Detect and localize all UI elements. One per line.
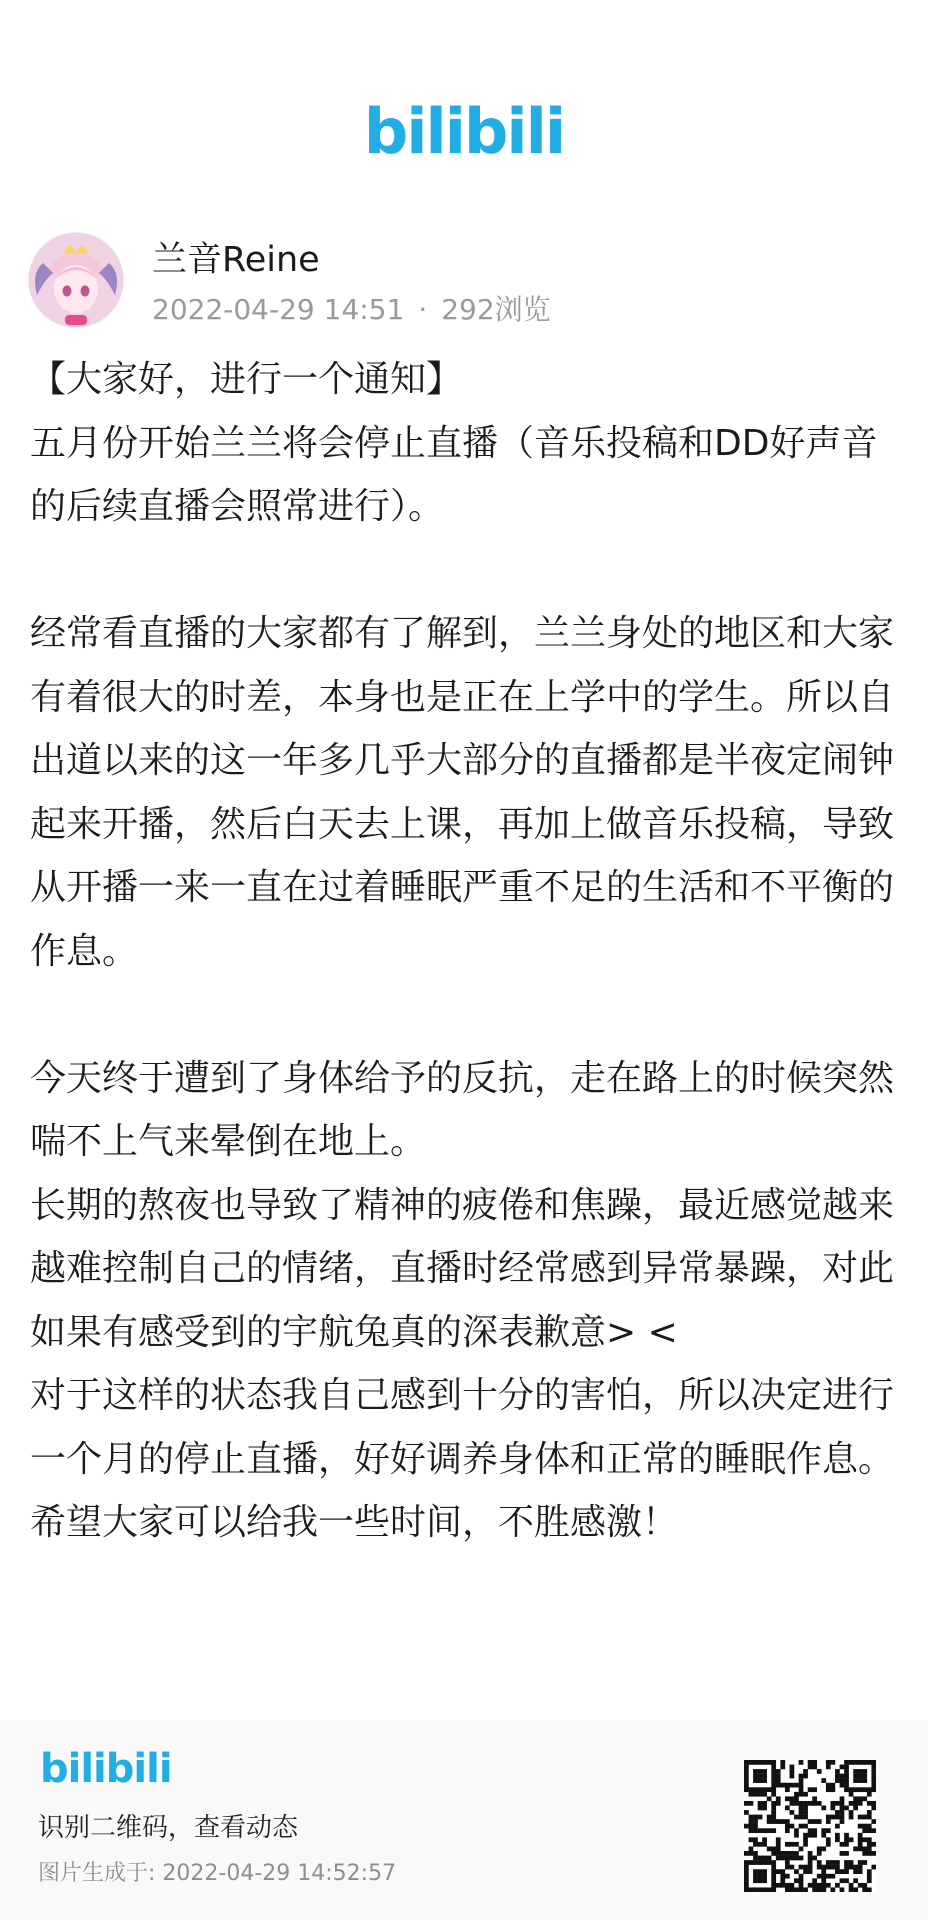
post-paragraph: 今天终于遭到了身体给予的反抗，走在路上的时候突然喘不上气来晕倒在地上。 长期的熬夜也导致了精神的疲倦和焦躁，最近感觉越来越难控制自己的情绪，直播时经常感到异常暴躁，对此如果有感受到的宇航兔真的深表歉意> < 对于这样的状态我自己感到十分的害怕，所以决定进行一个月的停止直播，好好调养身体和正常的睡眠作息。 希望大家可以给我一些时间，不胜感激！ — [30, 1057, 895, 1543]
share-footer — [0, 1720, 928, 1920]
author-header — [28, 232, 908, 332]
post-body — [30, 348, 902, 1555]
post-date: 2022-04-29 14:51 — [152, 293, 405, 326]
author-name[interactable]: 兰音Reine — [152, 240, 320, 280]
qr-code[interactable] — [744, 1760, 876, 1892]
post-paragraph: 【大家好，进行一个通知】 五月份开始兰兰将会停止直播（音乐投稿和DD好声音的后续直播会照常进行）。 — [30, 359, 878, 527]
post-paragraph-blank — [30, 983, 902, 1047]
post-paragraph-blank — [30, 539, 902, 603]
meta-separator: · — [418, 293, 428, 326]
post-meta — [152, 290, 551, 330]
qr-code-icon — [744, 1760, 876, 1892]
scan-qr-hint: 识别二维码，查看动态 — [38, 1813, 299, 1843]
generated-timestamp: 图片生成于: 2022-04-29 14:52:57 — [38, 1861, 397, 1886]
avatar[interactable] — [28, 232, 124, 328]
avatar-illustration-icon — [29, 233, 123, 327]
view-count: 292浏览 — [441, 293, 551, 326]
post-paragraph: 经常看直播的大家都有了解到，兰兰身处的地区和大家有着很大的时差，本身也是正在上学中的学生。所以自出道以来的这一年多几乎大部分的直播都是半夜定闹钟起来开播，然后白天去上课，再加上做音乐投稿，导致从开播一来一直在过着睡眠严重不足的生活和不平衡的作息。 — [30, 613, 895, 972]
bilibili-logo: bilibili — [363, 95, 565, 168]
footer-bilibili-logo: bilibili — [40, 1746, 172, 1792]
